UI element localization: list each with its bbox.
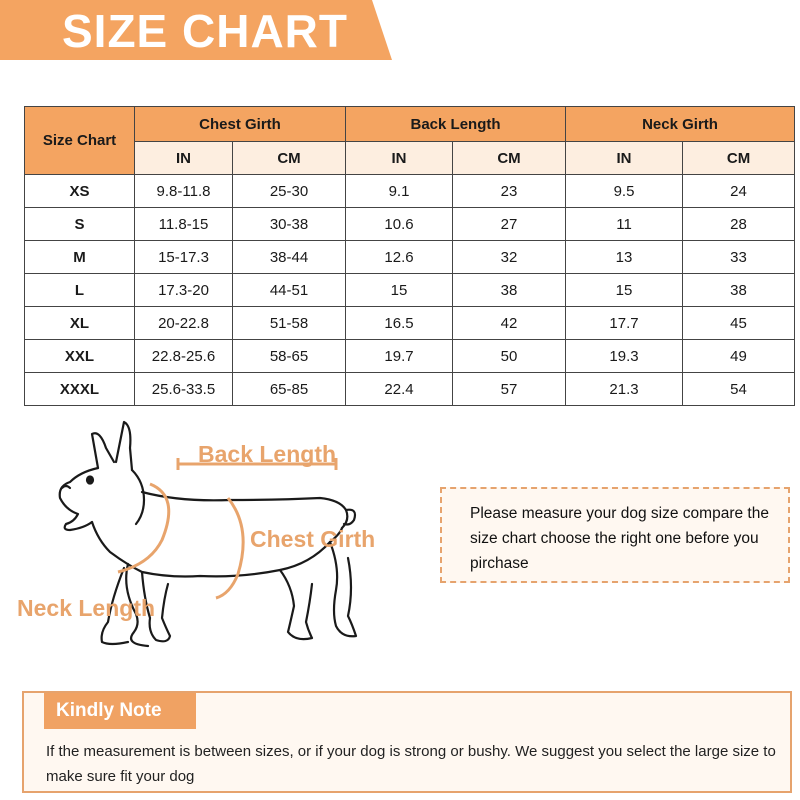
size-cell: XXXL bbox=[25, 373, 135, 406]
table-cell: 22.4 bbox=[346, 373, 453, 406]
table-cell: 51-58 bbox=[233, 307, 346, 340]
table-cell: 15 bbox=[566, 274, 683, 307]
table-cell: 38 bbox=[683, 274, 795, 307]
size-cell: XXL bbox=[25, 340, 135, 373]
table-cell: 44-51 bbox=[233, 274, 346, 307]
table-cell: 58-65 bbox=[233, 340, 346, 373]
table-cell: 24 bbox=[683, 175, 795, 208]
table-row bbox=[25, 175, 795, 208]
table-cell: 9.8-11.8 bbox=[135, 175, 233, 208]
table-cell: 15-17.3 bbox=[135, 241, 233, 274]
neck-length-label: Neck Length bbox=[17, 595, 156, 621]
table-cell: 12.6 bbox=[346, 241, 453, 274]
table-cell: 15 bbox=[346, 274, 453, 307]
back-length-label: Back Length bbox=[198, 441, 337, 467]
chest-girth-label: Chest Girth bbox=[250, 526, 376, 552]
table-row bbox=[25, 208, 795, 241]
table-row bbox=[25, 307, 795, 340]
page-title: SIZE CHART bbox=[62, 5, 348, 57]
table-cell: 19.7 bbox=[346, 340, 453, 373]
unit-header: CM bbox=[233, 142, 346, 175]
table-cell: 11.8-15 bbox=[135, 208, 233, 241]
table-cell: 11 bbox=[566, 208, 683, 241]
unit-header: CM bbox=[683, 142, 795, 175]
table-cell: 54 bbox=[683, 373, 795, 406]
table-cell: 65-85 bbox=[233, 373, 346, 406]
unit-header: CM bbox=[453, 142, 566, 175]
size-table bbox=[24, 106, 795, 406]
measure-instruction-text: Please measure your dog size compare the size chart choose the right one before you pirchase bbox=[470, 505, 769, 572]
table-cell: 49 bbox=[683, 340, 795, 373]
size-cell: XS bbox=[25, 175, 135, 208]
table-row bbox=[25, 340, 795, 373]
table-cell: 16.5 bbox=[346, 307, 453, 340]
table-cell: 25.6-33.5 bbox=[135, 373, 233, 406]
kindly-note-text: If the measurement is between sizes, or if your dog is strong or bushy. We suggest you select the large size to make sure fit your dog bbox=[46, 743, 776, 785]
table-cell: 25-30 bbox=[233, 175, 346, 208]
table-cell: 27 bbox=[453, 208, 566, 241]
size-chart-header: Size Chart bbox=[25, 107, 135, 175]
table-cell: 45 bbox=[683, 307, 795, 340]
table-row bbox=[25, 241, 795, 274]
table-cell: 21.3 bbox=[566, 373, 683, 406]
size-cell: S bbox=[25, 208, 135, 241]
size-cell: XL bbox=[25, 307, 135, 340]
header-banner bbox=[0, 0, 392, 60]
table-cell: 28 bbox=[683, 208, 795, 241]
table-cell: 9.5 bbox=[566, 175, 683, 208]
table-cell: 42 bbox=[453, 307, 566, 340]
table-cell: 17.7 bbox=[566, 307, 683, 340]
table-row bbox=[25, 274, 795, 307]
back-length-header: Back Length bbox=[346, 107, 566, 142]
table-cell: 22.8-25.6 bbox=[135, 340, 233, 373]
neck-girth-header: Neck Girth bbox=[566, 107, 795, 142]
kindly-note-title: Kindly Note bbox=[56, 700, 162, 721]
table-cell: 38-44 bbox=[233, 241, 346, 274]
table-cell: 9.1 bbox=[346, 175, 453, 208]
table-row bbox=[25, 373, 795, 406]
size-cell: M bbox=[25, 241, 135, 274]
kindly-note-box bbox=[22, 691, 792, 793]
measure-instruction-box bbox=[440, 487, 790, 583]
table-cell: 13 bbox=[566, 241, 683, 274]
table-cell: 30-38 bbox=[233, 208, 346, 241]
table-cell: 23 bbox=[453, 175, 566, 208]
size-cell: L bbox=[25, 274, 135, 307]
table-cell: 32 bbox=[453, 241, 566, 274]
unit-header: IN bbox=[346, 142, 453, 175]
chest-girth-header: Chest Girth bbox=[135, 107, 346, 142]
table-cell: 50 bbox=[453, 340, 566, 373]
table-cell: 17.3-20 bbox=[135, 274, 233, 307]
table-cell: 20-22.8 bbox=[135, 307, 233, 340]
table-cell: 57 bbox=[453, 373, 566, 406]
unit-header: IN bbox=[566, 142, 683, 175]
unit-header: IN bbox=[135, 142, 233, 175]
table-cell: 33 bbox=[683, 241, 795, 274]
table-cell: 10.6 bbox=[346, 208, 453, 241]
table-cell: 38 bbox=[453, 274, 566, 307]
table-cell: 19.3 bbox=[566, 340, 683, 373]
kindly-note-tag bbox=[44, 693, 196, 729]
